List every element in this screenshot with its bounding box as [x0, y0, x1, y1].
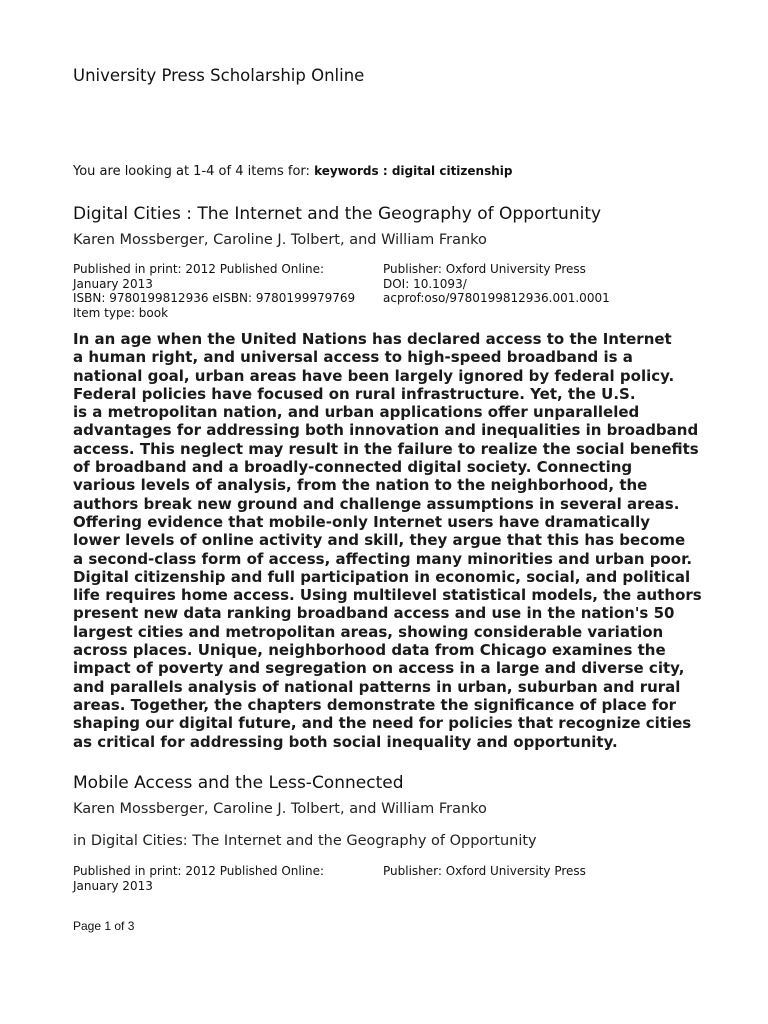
item-title[interactable]: Digital Cities : The Internet and the Geography of Opportunity: [73, 204, 602, 224]
abstract-line: access. This neglect may result in the failure to realize the social benefits: [73, 439, 699, 458]
item-title[interactable]: Mobile Access and the Less-Connected: [73, 773, 404, 793]
meta-item-type: Item type: book: [73, 305, 169, 320]
abstract-line: a second-class form of access, affecting many minorities and urban poor.: [73, 549, 693, 568]
item-in-book[interactable]: in Digital Cities: The Internet and the Geography of Opportunity: [73, 833, 537, 849]
item-abstract: [73, 330, 713, 751]
item-meta-left: [73, 262, 355, 320]
meta-published: Published in print: 2012 Published Online:: [73, 864, 325, 878]
meta-doi-id: acprof:oso/9780199812936.001.0001: [383, 291, 610, 305]
page-number: Page 1 of 3: [73, 919, 135, 933]
meta-isbn: ISBN: 9780199812936 eISBN: 9780199979769: [73, 291, 356, 305]
item-authors: Karen Mossberger, Caroline J. Tolbert, and William Franko: [73, 801, 487, 817]
abstract-line: Offering evidence that mobile-only Internet users have dramatically: [73, 512, 651, 531]
abstract-line: of broadband and a broadly-connected digital society. Connecting: [73, 458, 633, 477]
site-title: University Press Scholarship Online: [73, 66, 365, 85]
item-meta-right: [383, 864, 586, 879]
meta-publisher: Publisher: Oxford University Press: [383, 864, 586, 878]
abstract-line: present new data ranking broadband access and use in the nation's 50: [73, 604, 675, 623]
results-prefix: You are looking at 1-4 of 4 items for:: [73, 164, 310, 179]
abstract-line: a human right, and universal access to high-speed broadband is a: [73, 348, 633, 367]
meta-published-date: January 2013: [73, 878, 153, 893]
abstract-line: In an age when the United Nations has declared access to the Internet: [73, 330, 672, 348]
results-summary: [73, 164, 512, 179]
meta-published-date: January 2013: [73, 276, 153, 291]
abstract-line: various levels of analysis, from the nation to the neighborhood, the: [73, 476, 648, 495]
abstract-line: Federal policies have focused on rural infrastructure. Yet, the U.S.: [73, 384, 636, 403]
abstract-line: life requires home access. Using multilevel statistical models, the authors: [73, 586, 702, 605]
meta-publisher: Publisher: Oxford University Press: [383, 262, 586, 276]
abstract-line: is a metropolitan nation, and urban applications offer unparalleled: [73, 403, 640, 422]
meta-published: Published in print: 2012 Published Online:: [73, 262, 325, 276]
abstract-line: impact of poverty and segregation on access in a large and diverse city,: [73, 659, 685, 678]
abstract-line: lower levels of online activity and skill, they argue that this has become: [73, 531, 686, 550]
meta-doi: DOI: 10.1093/: [383, 276, 467, 291]
item-authors: Karen Mossberger, Caroline J. Tolbert, and William Franko: [73, 232, 487, 248]
abstract-line: advantages for addressing both innovation and inequalities in broadband: [73, 421, 699, 440]
abstract-line: as critical for addressing both social inequality and opportunity.: [73, 732, 618, 751]
abstract-line: largest cities and metropolitan areas, showing considerable variation: [73, 622, 664, 641]
abstract-line: national goal, urban areas have been largely ignored by federal policy.: [73, 366, 675, 385]
abstract-line: authors break new ground and challenge assumptions in several areas.: [73, 494, 680, 513]
abstract-line: across places. Unique, neighborhood data from Chicago examines the: [73, 641, 666, 660]
abstract-line: Digital citizenship and full participation in economic, social, and political: [73, 567, 691, 586]
search-keywords: keywords : digital citizenship: [314, 164, 513, 178]
abstract-line: areas. Together, the chapters demonstrate the significance of place for: [73, 695, 677, 714]
item-meta-left: [73, 864, 324, 893]
abstract-line: shaping our digital future, and the need for policies that recognize cities: [73, 714, 692, 733]
item-meta-right: [383, 262, 610, 306]
abstract-line: and parallels analysis of national patterns in urban, suburban and rural: [73, 677, 681, 696]
